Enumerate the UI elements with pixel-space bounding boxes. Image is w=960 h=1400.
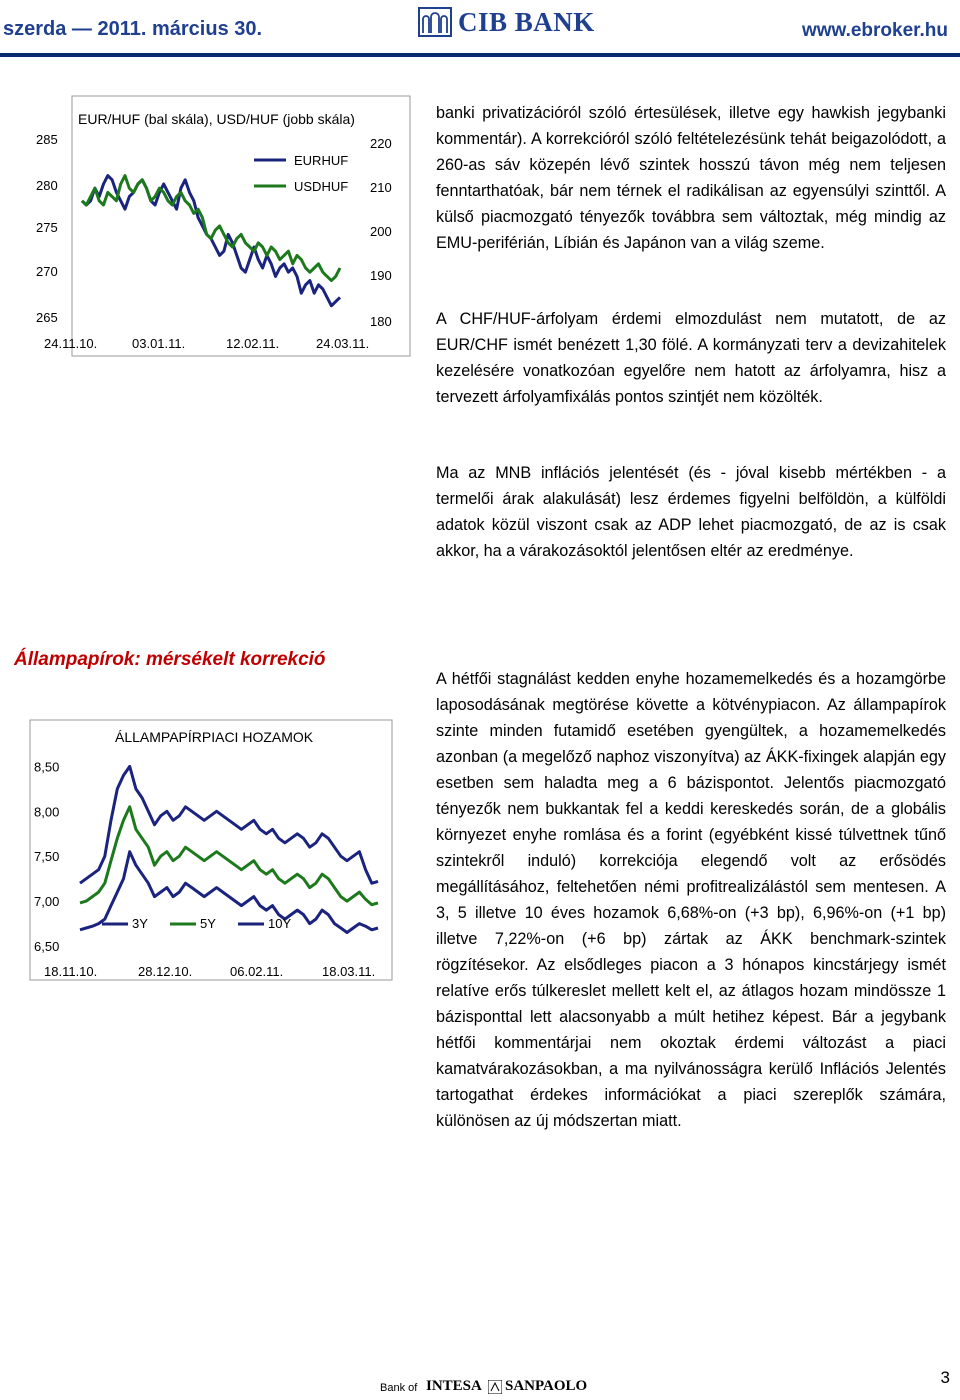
fx-x-tick: 12.02.11. xyxy=(226,336,280,351)
fx-right-tick: 200 xyxy=(370,224,392,239)
sanpaolo-icon xyxy=(488,1380,502,1394)
yield-legend-label: 10Y xyxy=(268,916,292,931)
footer-sanpaolo: SANPAOLO xyxy=(505,1378,588,1394)
footer-intesa: INTESA xyxy=(426,1378,482,1394)
section-title: Állampapírok: mérsékelt korrekció xyxy=(14,649,326,670)
yield-y-tick: 7,00 xyxy=(34,894,60,910)
paragraph-4-text: A hétfői stagnálást kedden enyhe hozamemelkedés és a hozamgörbe laposodásának megtörése követte a kötvénypiacon. Az állampapírok szinte minden futamidő esetében gyengültek, a hozamemelkedés azonban (a megelőző naphoz viszonyítva) az ÁKK-fixingek alapján egy esetben sem haladta meg a 6 bázispontot. Jelentős piacmozgató tényezők nem bukkantak fel a keddi kereskedés során, de a globális környezet enyhe romlása és a forint (egyébként kissé túlvettnek tűnő szintekről induló) korrekciója elegendő volt az erősödés megállításához, feltehetően némi profitrealizálástól sem mentesen. A 3, 5 illetve 10 éves hozamok 6,68%-on (+3 bp), 6,96%-on (+1 bp) illetve 7,22%-on (+6 bp) zártak az ÁKK benchmark-szintek rögzítésekor. Az elsődleges piacon a 3 hónapos kincstárjegy ismét relatíve erős túlkereslet mellett kelt el, az átlagos hozam mindössze 1 bázisponttal lett alacsonyabb a múlt hetihez képest. Bár a jegybank hétfői kommentárjai nem okoztak érdemi változást a piaci kamatvárakozásokban, a ma nyilvánosságra kerülő Inflációs Jelentés tartogathat érdekes információkat a piaci szereplők számára, különösen az új módszertan miatt. xyxy=(436,670,946,1130)
fx-legend-label: USDHUF xyxy=(294,179,349,194)
yield-x-tick: 06.02.11. xyxy=(230,964,284,979)
fx-x-tick: 03.01.11. xyxy=(132,336,186,351)
paragraph-1-text: banki privatizációról szóló értesülések, illetve egy hawkish jegybanki kommentár). A korrekcióról szóló feltételezésünk tehát beigazolódott, a 260-as sáv közepén lévő szintek hosszú távon még nem teljesen fenntarthatóak, bár nem térnek el radikálisan az egyensúlyi szinttől. A külső piacmozgató tényezők továbbra sem változtak, még mindig az EMU-periférián, Líbián és Japánon van a világ szeme. xyxy=(436,104,946,252)
fx-right-tick: 220 xyxy=(370,136,392,151)
cib-bank-logo xyxy=(418,5,608,39)
fx-x-tick: 24.03.11. xyxy=(316,336,370,351)
yield-legend-label: 3Y xyxy=(132,916,148,931)
fx-left-tick: 270 xyxy=(36,264,58,279)
yield-y-tick: 6,50 xyxy=(34,939,60,954)
yield-y-tick: 8,50 xyxy=(34,759,60,775)
header-url[interactable]: www.ebroker.hu xyxy=(801,20,948,41)
yield-x-tick: 18.11.10. xyxy=(44,964,98,979)
footer-bank-of: Bank of xyxy=(380,1382,418,1394)
paragraph-2-text: A CHF/HUF-árfolyam érdemi elmozdulást nem mutatott, de az EUR/CHF ismét benézett 1,30 fölé. A kormányzati terv a devizahitelek kezelésére vonatkozóan egyelőre nem hatott az árfolyamra, hisz a tervezett árfolyamfixálás pontos szintjét nem közölték. xyxy=(436,310,946,406)
bank-name: CIB BANK xyxy=(458,7,595,37)
paragraph-1 xyxy=(436,100,946,256)
page-number: 3 xyxy=(940,1368,950,1387)
fx-left-tick: 280 xyxy=(36,178,58,193)
fx-chart-svg xyxy=(0,92,420,362)
yield-chart-svg xyxy=(0,714,400,984)
header-date: szerda — 2011. március 30. xyxy=(3,18,263,40)
header-rule xyxy=(0,53,960,57)
fx-left-tick: 275 xyxy=(36,220,58,235)
yield-y-tick: 8,00 xyxy=(34,804,60,820)
yield-x-tick: 18.03.11. xyxy=(322,964,376,979)
cib-logo-icon xyxy=(418,7,452,37)
footer-logo xyxy=(380,1378,588,1400)
yield-chart-title: ÁLLAMPAPÍRPIACI HOZAMOK xyxy=(115,729,314,745)
fx-left-axis xyxy=(36,132,58,325)
fx-left-tick: 265 xyxy=(36,310,58,325)
fx-right-tick: 180 xyxy=(370,314,392,329)
paragraph-4 xyxy=(436,666,946,1134)
fx-right-tick: 210 xyxy=(370,180,392,195)
fx-plot-frame xyxy=(72,96,410,356)
yield-y-tick: 7,50 xyxy=(34,849,60,865)
fx-left-tick: 285 xyxy=(36,132,58,147)
paragraph-2 xyxy=(436,306,946,410)
fx-chart-title: EUR/HUF (bal skála), USD/HUF (jobb skála) xyxy=(78,111,355,127)
yield-x-tick: 28.12.10. xyxy=(138,964,193,979)
fx-right-tick: 190 xyxy=(370,268,392,283)
paragraph-3-text: Ma az MNB inflációs jelentését (és - jóval kisebb mértékben - a termelői árak alakulását) lesz érdemes figyelni belföldön, a külföldi adatok közül viszont csak az ADP lehet piacmozgató, de az is csak akkor, ha a várakozásoktól jelentősen eltér az eredménye. xyxy=(436,464,946,560)
paragraph-3 xyxy=(436,460,946,564)
fx-chart xyxy=(0,92,420,362)
fx-legend-label: EURHUF xyxy=(294,153,349,168)
yield-chart xyxy=(0,714,400,984)
fx-x-tick: 24.11.10. xyxy=(44,336,98,351)
yield-legend-label: 5Y xyxy=(200,916,216,931)
